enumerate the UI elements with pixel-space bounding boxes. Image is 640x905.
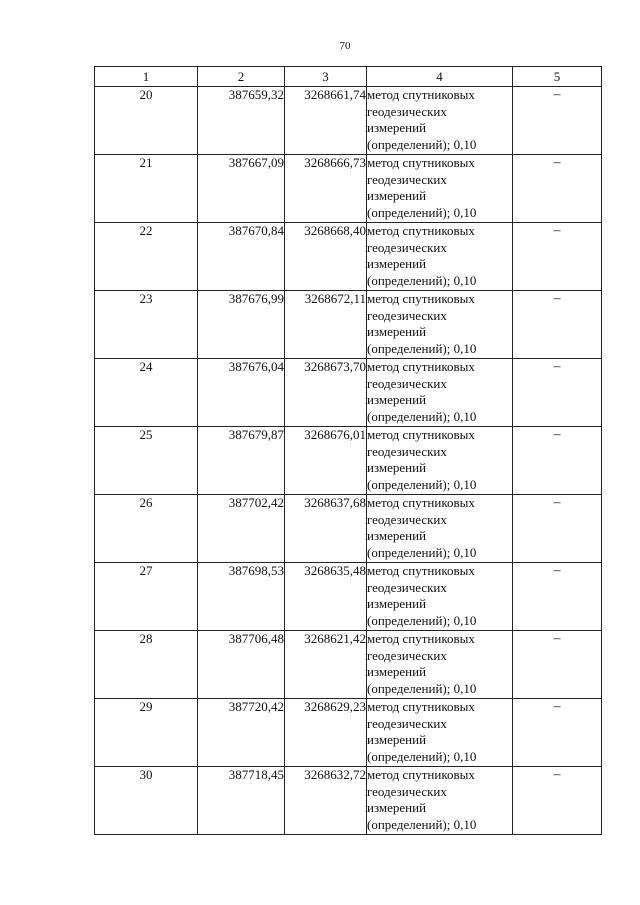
method-description (367, 699, 513, 767)
method-line: метод спутниковых (367, 767, 475, 782)
table-row (95, 87, 602, 155)
method-line: измерений (367, 120, 427, 135)
y-coordinate: 3268672,11 (285, 291, 367, 359)
method-line: геодезических (367, 239, 447, 255)
y-coordinate: 3268661,74 (285, 87, 367, 155)
method-line: метод спутниковых (367, 223, 475, 238)
table-row (95, 427, 602, 495)
point-number: 21 (95, 155, 198, 223)
method-line: метод спутниковых (367, 631, 475, 646)
empty-value-dash: – (513, 427, 602, 495)
method-line: метод спутниковых (367, 563, 475, 578)
method-line: метод спутниковых (367, 87, 475, 102)
method-line: измерений (367, 800, 427, 815)
method-line: (определений); 0,10 (367, 816, 477, 832)
method-line: (определений); 0,10 (367, 612, 477, 628)
method-line: метод спутниковых (367, 359, 475, 374)
table-row (95, 767, 602, 835)
method-line: геодезических (367, 375, 447, 391)
method-line: измерений (367, 460, 427, 475)
point-number: 22 (95, 223, 198, 291)
x-coordinate: 387720,42 (198, 699, 285, 767)
point-number: 26 (95, 495, 198, 563)
empty-value-dash: – (513, 223, 602, 291)
x-coordinate: 387698,53 (198, 563, 285, 631)
y-coordinate: 3268676,01 (285, 427, 367, 495)
y-coordinate: 3268668,40 (285, 223, 367, 291)
empty-value-dash: – (513, 563, 602, 631)
method-line: измерений (367, 324, 427, 339)
table-row (95, 631, 602, 699)
method-line: (определений); 0,10 (367, 204, 477, 220)
method-line: геодезических (367, 307, 447, 323)
method-line: измерений (367, 664, 427, 679)
y-coordinate: 3268637,68 (285, 495, 367, 563)
table-header (95, 67, 602, 87)
empty-value-dash: – (513, 155, 602, 223)
method-line: геодезических (367, 579, 447, 595)
empty-value-dash: – (513, 631, 602, 699)
table-row (95, 223, 602, 291)
method-description (367, 223, 513, 291)
method-line: метод спутниковых (367, 699, 475, 714)
x-coordinate: 387706,48 (198, 631, 285, 699)
method-line: (определений); 0,10 (367, 136, 477, 152)
method-description (367, 427, 513, 495)
x-coordinate: 387718,45 (198, 767, 285, 835)
point-number: 24 (95, 359, 198, 427)
table-row (95, 291, 602, 359)
y-coordinate: 3268635,48 (285, 563, 367, 631)
method-line: (определений); 0,10 (367, 680, 477, 696)
method-line: (определений); 0,10 (367, 748, 477, 764)
table-row (95, 699, 602, 767)
method-line: геодезических (367, 103, 447, 119)
header-col-5: 5 (513, 67, 602, 87)
method-description (367, 359, 513, 427)
method-line: геодезических (367, 511, 447, 527)
x-coordinate: 387676,04 (198, 359, 285, 427)
point-number: 30 (95, 767, 198, 835)
table-row (95, 495, 602, 563)
empty-value-dash: – (513, 495, 602, 563)
header-col-2: 2 (198, 67, 285, 87)
method-line: геодезических (367, 171, 447, 187)
x-coordinate: 387676,99 (198, 291, 285, 359)
method-line: измерений (367, 528, 427, 543)
method-line: геодезических (367, 443, 447, 459)
method-line: (определений); 0,10 (367, 272, 477, 288)
empty-value-dash: – (513, 291, 602, 359)
method-line: измерений (367, 392, 427, 407)
header-col-3: 3 (285, 67, 367, 87)
empty-value-dash: – (513, 767, 602, 835)
point-number: 20 (95, 87, 198, 155)
header-col-4: 4 (367, 67, 513, 87)
method-line: геодезических (367, 715, 447, 731)
y-coordinate: 3268632,72 (285, 767, 367, 835)
method-description (367, 767, 513, 835)
method-line: (определений); 0,10 (367, 544, 477, 560)
y-coordinate: 3268629,23 (285, 699, 367, 767)
point-number: 23 (95, 291, 198, 359)
table-row (95, 563, 602, 631)
method-line: измерений (367, 732, 427, 747)
method-line: измерений (367, 596, 427, 611)
empty-value-dash: – (513, 87, 602, 155)
y-coordinate: 3268666,73 (285, 155, 367, 223)
x-coordinate: 387679,87 (198, 427, 285, 495)
point-number: 27 (95, 563, 198, 631)
method-description (367, 631, 513, 699)
method-line: геодезических (367, 647, 447, 663)
coordinates-table (94, 66, 602, 835)
x-coordinate: 387702,42 (198, 495, 285, 563)
header-row (95, 67, 602, 87)
table-row (95, 359, 602, 427)
method-description (367, 155, 513, 223)
method-line: геодезических (367, 783, 447, 799)
method-description (367, 87, 513, 155)
method-line: (определений); 0,10 (367, 408, 477, 424)
x-coordinate: 387670,84 (198, 223, 285, 291)
method-line: (определений); 0,10 (367, 340, 477, 356)
point-number: 28 (95, 631, 198, 699)
table-body (95, 87, 602, 835)
empty-value-dash: – (513, 699, 602, 767)
method-line: измерений (367, 256, 427, 271)
y-coordinate: 3268673,70 (285, 359, 367, 427)
method-line: измерений (367, 188, 427, 203)
point-number: 29 (95, 699, 198, 767)
x-coordinate: 387667,09 (198, 155, 285, 223)
page-number: 70 (339, 40, 351, 52)
y-coordinate: 3268621,42 (285, 631, 367, 699)
method-description (367, 563, 513, 631)
method-line: (определений); 0,10 (367, 476, 477, 492)
method-line: метод спутниковых (367, 155, 475, 170)
empty-value-dash: – (513, 359, 602, 427)
method-line: метод спутниковых (367, 291, 475, 306)
method-line: метод спутниковых (367, 495, 475, 510)
header-col-1: 1 (95, 67, 198, 87)
method-line: метод спутниковых (367, 427, 475, 442)
method-description (367, 291, 513, 359)
x-coordinate: 387659,32 (198, 87, 285, 155)
table-row (95, 155, 602, 223)
point-number: 25 (95, 427, 198, 495)
method-description (367, 495, 513, 563)
